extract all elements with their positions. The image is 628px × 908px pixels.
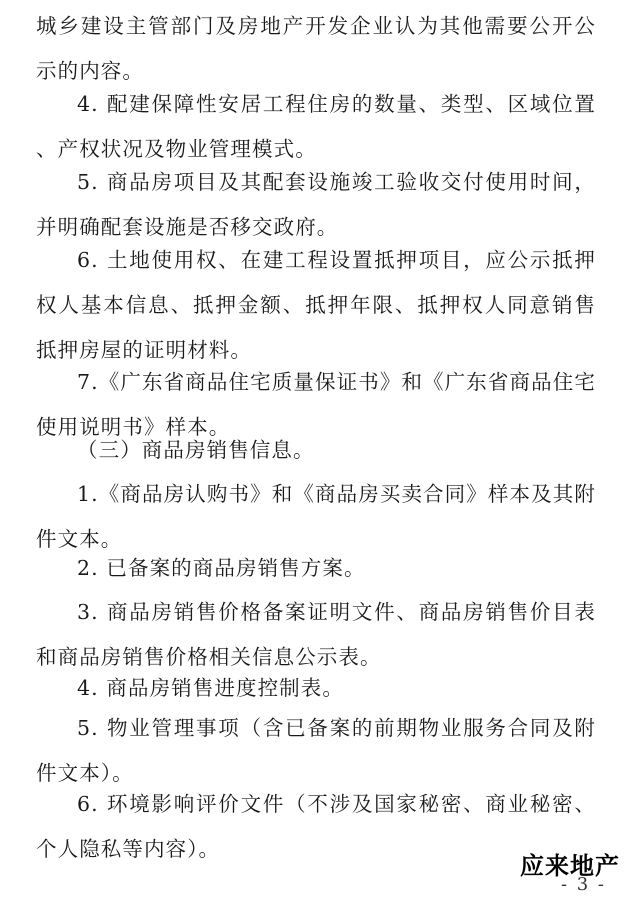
watermark-logo-text: 应来地产 bbox=[520, 852, 620, 880]
paragraph-sales-item-5: 5. 物业管理事项（含已备案的前期物业服务合同及附件文本）。 bbox=[36, 716, 596, 785]
paragraph-sales-item-6: 6. 环境影响评价文件（不涉及国家秘密、商业秘密、个人隐私等内容）。 bbox=[36, 792, 596, 861]
paragraph-item-6-mortgage: 6. 土地使用权、在建工程设置抵押项目，应公示抵押权人基本信息、抵押金额、抵押年限、抵押权人同意销售抵押房屋的证明材料。 bbox=[36, 248, 596, 362]
paragraph-item-7-warranty: 7.《广东省商品住宅质量保证书》和《广东省商品住宅使用说明书》样本。 bbox=[36, 370, 596, 439]
paragraph-sales-item-1: 1.《商品房认购书》和《商品房买卖合同》样本及其附件文本。 bbox=[36, 482, 596, 551]
paragraph-item-5-completion: 5. 商品房项目及其配套设施竣工验收交付使用时间，并明确配套设施是否移交政府。 bbox=[36, 170, 596, 239]
page-number: - 3 - bbox=[560, 874, 606, 895]
paragraph-sales-item-4: 4. 商品房销售进度控制表。 bbox=[77, 676, 344, 700]
section-heading-sales-info: （三）商品房销售信息。 bbox=[77, 438, 315, 462]
paragraph-sales-item-2: 2. 已备案的商品房销售方案。 bbox=[77, 556, 366, 580]
paragraph-item-4-housing: 4. 配建保障性安居工程住房的数量、类型、区域位置、产权状况及物业管理模式。 bbox=[36, 92, 596, 161]
paragraph-continuation: 城乡建设主管部门及房地产开发企业认为其他需要公开公示的内容。 bbox=[36, 14, 596, 83]
paragraph-sales-item-3: 3. 商品房销售价格备案证明文件、商品房销售价目表和商品房销售价格相关信息公示表。 bbox=[36, 600, 596, 669]
